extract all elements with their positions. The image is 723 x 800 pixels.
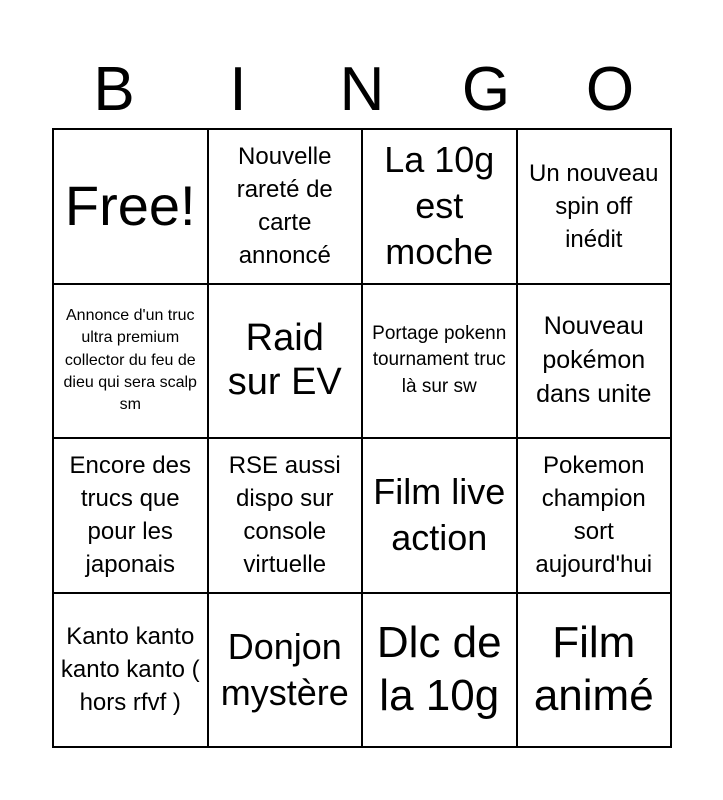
bingo-cell[interactable]: Nouvelle rareté de carte annoncé — [208, 129, 363, 284]
bingo-cell[interactable]: Film live action — [362, 438, 517, 593]
bingo-cell[interactable]: La 10g est moche — [362, 129, 517, 284]
header-letter-g: G — [461, 55, 511, 124]
bingo-cell[interactable]: Portage pokenn tournament truc là sur sw — [362, 284, 517, 439]
bingo-cell[interactable]: Nouveau pokémon dans unite — [517, 284, 672, 439]
header-letter-n: N — [339, 55, 385, 124]
bingo-cell[interactable]: Donjon mystère — [208, 593, 363, 748]
bingo-cell-free[interactable]: Free! — [53, 129, 208, 284]
bingo-cell[interactable]: Pokemon champion sort aujourd'hui — [517, 438, 672, 593]
header-letter-i: I — [229, 55, 247, 124]
header-letter-b: B — [93, 55, 135, 124]
bingo-cell[interactable]: Encore des trucs que pour les japonais — [53, 438, 208, 593]
bingo-header — [52, 55, 672, 125]
bingo-cell[interactable]: Film animé — [517, 593, 672, 748]
bingo-cell[interactable]: Raid sur EV — [208, 284, 363, 439]
bingo-cell[interactable]: Dlc de la 10g — [362, 593, 517, 748]
bingo-cell[interactable]: Annonce d'un truc ultra premium collector du feu de dieu qui sera scalp sm — [53, 284, 208, 439]
header-letter-o: O — [585, 55, 635, 124]
bingo-cell[interactable]: Kanto kanto kanto kanto ( hors rfvf ) — [53, 593, 208, 748]
bingo-cell[interactable]: Un nouveau spin off inédit — [517, 129, 672, 284]
bingo-cell[interactable]: RSE aussi dispo sur console virtuelle — [208, 438, 363, 593]
bingo-grid — [52, 128, 672, 748]
